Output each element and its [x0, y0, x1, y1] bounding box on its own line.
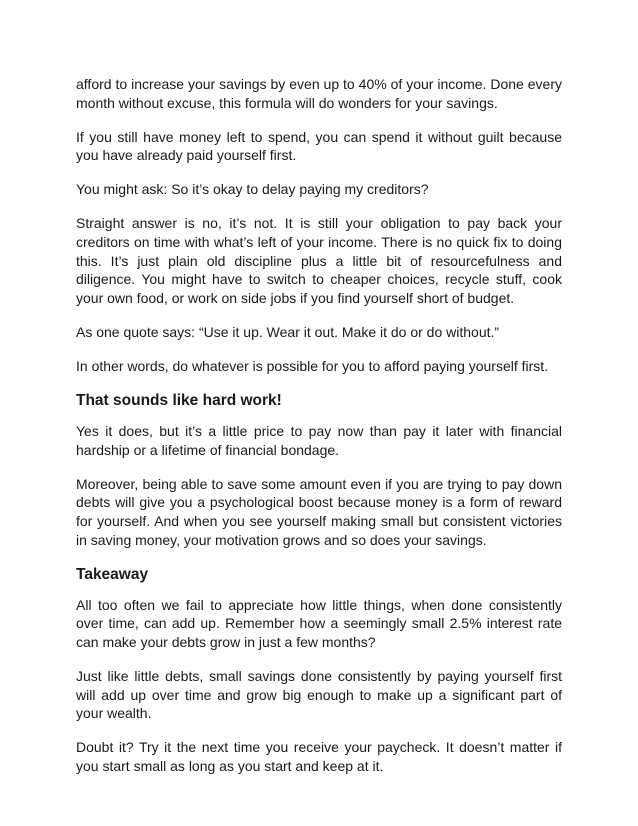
paragraph: You might ask: So it’s okay to delay paying my creditors?: [76, 181, 429, 198]
document-page: [76, 75, 562, 791]
paragraph: afford to increase your savings by even up to 40% of your income. Done every month without excuse, this formula will do wonders for your savings.: [76, 76, 562, 111]
paragraph: Just like little debts, small savings done consistently by paying yourself first will add up over time and grow big enough to make up a significant part of your wealth.: [76, 667, 562, 722]
paragraph: As one quote says: “Use it up. Wear it out. Make it do or do without.”: [76, 323, 500, 340]
paragraph: If you still have money left to spend, you can spend it without guilt because you have already paid yourself first.: [76, 128, 562, 164]
paragraph: Yes it does, but it’s a little price to pay now than pay it later with financial hardship or a lifetime of financial bondage.: [76, 423, 562, 458]
section-heading-hard-work: That sounds like hard work!: [76, 392, 282, 410]
paragraph: Straight answer is no, it’s not. It is still your obligation to pay back your creditors on time with what’s left of your income. There is no quick fix to doing this. It’s just plain old discipline plus a little bit of resourcefulness and diligence. You might have to switch to cheaper choices, recycle stuff, cook your own food, or work on side jobs if you find yourself short of budget.: [76, 215, 562, 306]
section-heading-takeaway: Takeaway: [76, 565, 149, 583]
paragraph: Moreover, being able to save some amount even if you are trying to pay down debts will give you a psychological boost because money is a form of reward for yourself. And when you see yourself making small but consistent victories in saving money, your motivation grows and so does your savings.: [76, 475, 562, 548]
paragraph: Doubt it? Try it the next time you receive your paycheck. It doesn’t matter if you start small as long as you start and keep at it.: [76, 739, 562, 774]
paragraph: All too often we fail to appreciate how little things, when done consistently over time, can add up. Remember how a seemingly small 2.5% interest rate can make your debts grow in just a few months?: [76, 596, 562, 650]
paragraph: In other words, do whatever is possible for you to afford paying yourself first.: [76, 358, 549, 375]
